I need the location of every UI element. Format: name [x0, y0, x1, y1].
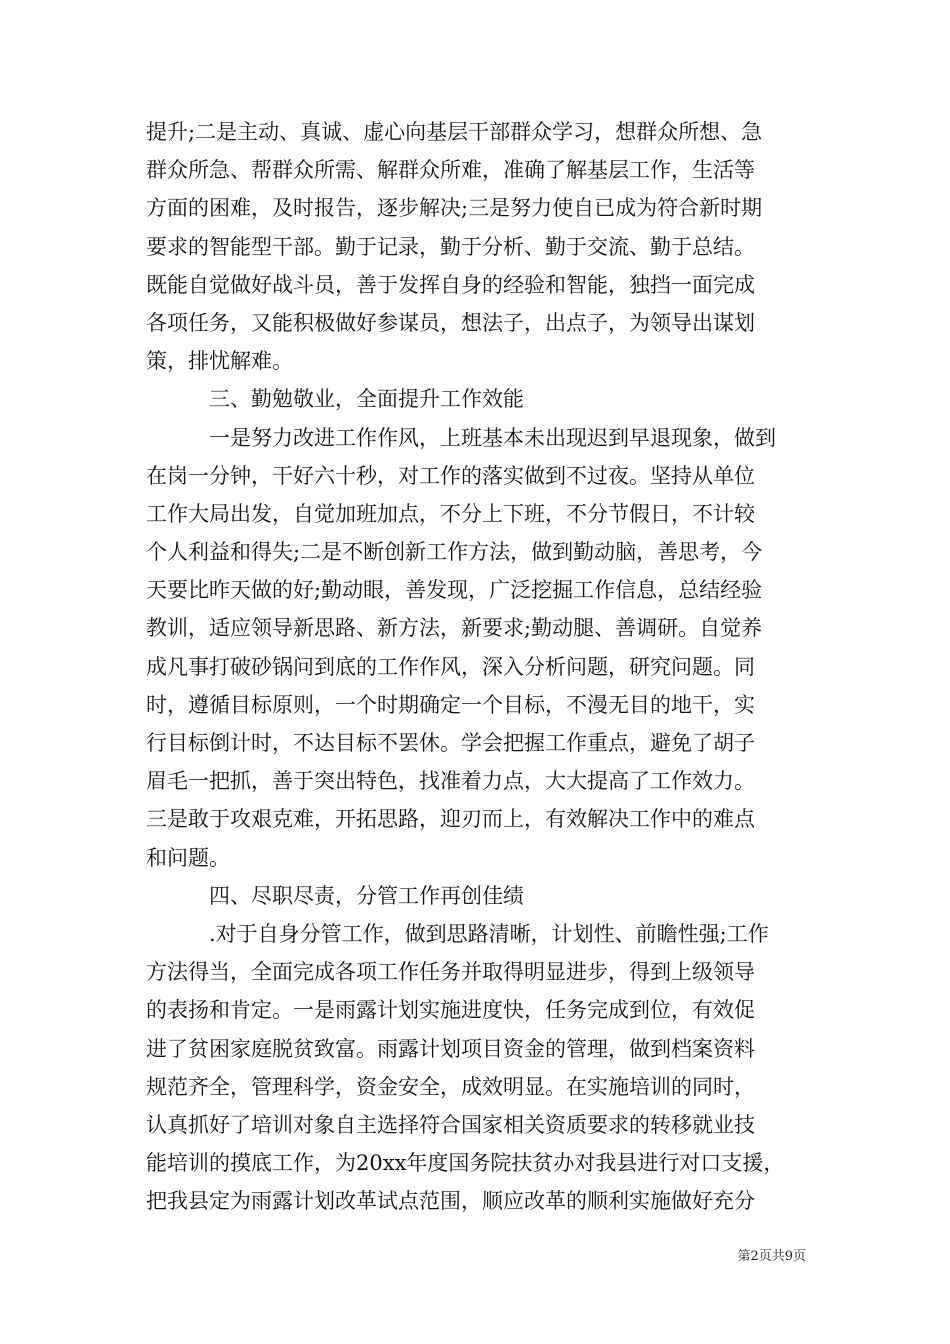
text-line: 个人利益和得失;二是不断创新工作方法，做到勤动脑，善思考，今: [146, 540, 763, 565]
text-line: 三、勤勉敬业，全面提升工作效能: [146, 387, 524, 412]
text-line: 把我县定为雨露计划改革试点范围，顺应改革的顺利实施做好充分: [146, 1189, 755, 1214]
text-line: 时，遵循目标原则，一个时期确定一个目标，不漫无目的地干，实: [146, 692, 755, 717]
text-line: 工作大局出发，自觉加班加点，不分上下班，不分节假日，不计较: [146, 501, 755, 526]
text-line: 规范齐全，管理科学，资金安全，成效明显。在实施培训的同时，: [146, 1074, 755, 1099]
text-line: 各项任务，又能积极做好参谋员，想法子，出点子，为领导出谋划: [146, 310, 755, 335]
text-line: 成凡事打破砂锅问到底的工作作风，深入分析问题，研究问题。同: [146, 654, 755, 679]
text-line: 方法得当，全面完成各项工作任务并取得明显进步，得到上级领导: [146, 960, 755, 985]
document-body: [146, 113, 826, 1220]
text-line: 能培训的摸底工作，为20xx年度国务院扶贫办对我县进行对口支援，: [146, 1151, 785, 1176]
text-line: 眉毛一把抓，善于突出特色，找准着力点，大大提高了工作效力。: [146, 769, 755, 794]
text-line: 行目标倒计时，不达目标不罢休。学会把握工作重点，避免了胡子: [146, 731, 755, 755]
text-line: 策，排忧解难。: [146, 349, 293, 374]
text-line: 既能自觉做好战斗员，善于发挥自身的经验和智能，独挡一面完成: [146, 272, 755, 297]
text-line: 要求的智能型干部。勤于记录，勤于分析、勤于交流、勤于总结。: [146, 234, 755, 259]
text-line: 四、尽职尽责，分管工作再创佳绩: [146, 883, 524, 908]
text-line: .对于自身分管工作，做到思路清晰，计划性、前瞻性强;工作: [146, 921, 769, 946]
text-line: 的表扬和肯定。一是雨露计划实施进度快，任务完成到位，有效促: [146, 998, 755, 1023]
text-line: 认真抓好了培训对象自主选择符合国家相关资质要求的转移就业技: [146, 1112, 755, 1137]
text-line: 方面的困难，及时报告，逐步解决;三是努力使自已成为符合新时期: [146, 196, 763, 221]
text-line: 一是努力改进工作作风，上班基本未出现迟到早退现象，做到: [146, 425, 776, 450]
text-line: 在岗一分钟，干好六十秒，对工作的落实做到不过夜。坚持从单位: [146, 463, 755, 488]
page-number: 第2页共9页: [737, 1249, 806, 1264]
text-line: 提升;二是主动、真诚、虚心向基层干部群众学习，想群众所想、急: [146, 120, 763, 144]
text-line: 和问题。: [146, 845, 230, 870]
text-line: 三是敢于攻艰克难，开拓思路，迎刃而上，有效解决工作中的难点: [146, 807, 755, 832]
text-line: 教训，适应领导新思路、新方法，新要求;勤动腿、善调研。自觉养: [146, 616, 763, 641]
text-line: 天要比昨天做的好;勤动眼，善发现，广泛挖掘工作信息，总结经验: [146, 578, 763, 603]
text-line: 进了贫困家庭脱贫致富。雨露计划项目资金的管理，做到档案资料: [146, 1036, 755, 1061]
text-line: 群众所急、帮群众所需、解群众所难，准确了解基层工作，生活等: [146, 158, 755, 183]
